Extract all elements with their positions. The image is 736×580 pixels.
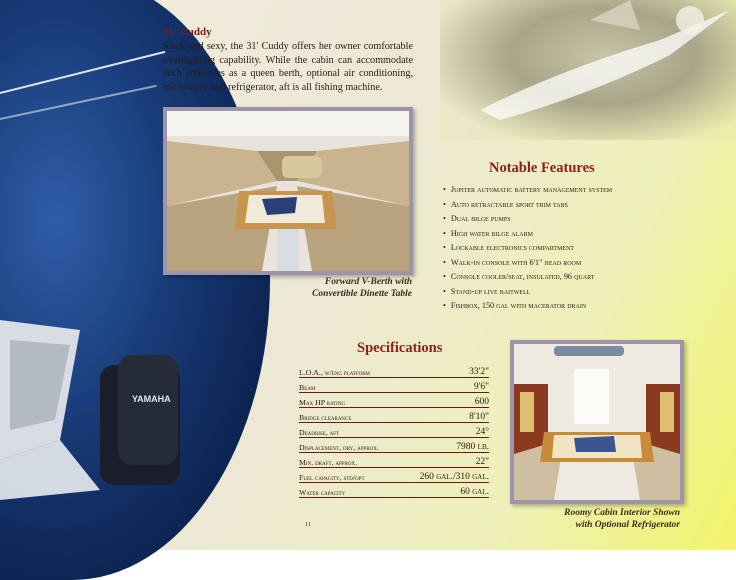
spec-value: 60 gal. bbox=[460, 487, 489, 497]
spec-value: 33'2" bbox=[469, 367, 489, 377]
feature-item: • Auto retractable sport trim tabs bbox=[443, 198, 703, 213]
spec-label: Min. draft, approx. bbox=[299, 458, 358, 467]
intro-body: Sleek and sexy, the 31' Cuddy offers her owner comfortable overnighting capability. While the cabin can accommodate such amenities as a queen berth, optional air conditioning, microwave and refrigerator, aft is all fishing machine. bbox=[163, 41, 413, 93]
cabin-caption bbox=[500, 507, 680, 531]
boat-engines-photo bbox=[0, 320, 200, 500]
spec-value: 7980 lb. bbox=[456, 442, 489, 452]
spec-label: Displacement, dry, approx. bbox=[299, 443, 379, 452]
spec-row bbox=[299, 453, 489, 468]
spec-row bbox=[299, 483, 489, 498]
spec-value: 8'10" bbox=[469, 412, 489, 422]
spec-label: Max HP rating bbox=[299, 398, 346, 407]
spec-label: Deadrise, aft bbox=[299, 428, 340, 437]
spec-row bbox=[299, 378, 489, 393]
spec-label: Beam bbox=[299, 383, 316, 392]
spec-label: Water capacity bbox=[299, 488, 346, 497]
model-title: 31' Cuddy bbox=[163, 26, 212, 38]
spec-row bbox=[299, 423, 489, 438]
feature-item: • Lockable electronics compartment bbox=[443, 241, 703, 256]
feature-item: • Fishbox, 150 gal with macerator drain bbox=[443, 299, 703, 314]
specifications-table bbox=[299, 340, 489, 498]
vberth-caption-line2: Convertible Dinette Table bbox=[312, 289, 412, 299]
spec-row bbox=[299, 408, 489, 423]
spec-label: Fuel capacity, std/opt bbox=[299, 473, 365, 482]
marlin-photo bbox=[440, 0, 736, 140]
cabin-caption-line1: Roomy Cabin Interior Shown bbox=[564, 508, 680, 518]
spec-row bbox=[299, 438, 489, 453]
spec-value: 24° bbox=[475, 427, 489, 437]
spec-row bbox=[299, 393, 489, 408]
feature-item: • High water bilge alarm bbox=[443, 227, 703, 242]
page-number: 11 bbox=[305, 522, 311, 528]
feature-item: • Walk-in console with 6'1" head room bbox=[443, 256, 703, 271]
cabin-photo bbox=[510, 340, 684, 504]
spec-value: 600 bbox=[474, 397, 489, 407]
spec-value: 22" bbox=[475, 457, 489, 467]
vberth-photo bbox=[163, 107, 413, 275]
engine-brand-label: YAMAHA bbox=[132, 394, 171, 404]
notable-features bbox=[443, 160, 703, 314]
feature-item: • Console cooler/seat, insulated, 96 quart bbox=[443, 270, 703, 285]
spec-row bbox=[299, 468, 489, 483]
spec-value: 260 gal./310 gal. bbox=[419, 472, 489, 482]
cabin-caption-line2: with Optional Refrigerator bbox=[575, 520, 680, 530]
spec-row bbox=[299, 363, 489, 378]
spec-label: Bridge clearance bbox=[299, 413, 352, 422]
spec-value: 9'6" bbox=[473, 382, 489, 392]
features-title: Notable Features bbox=[489, 160, 595, 176]
vberth-caption bbox=[240, 276, 412, 300]
intro-section bbox=[163, 26, 413, 94]
feature-item: • Jupiter automatic battery management system bbox=[443, 183, 703, 198]
spec-label: L.O.A., w/eng platform bbox=[299, 368, 370, 377]
vberth-caption-line1: Forward V-Berth with bbox=[324, 277, 412, 287]
specs-title: Specifications bbox=[357, 340, 443, 356]
feature-item: • Stand-up live baitwell bbox=[443, 285, 703, 300]
feature-item: • Dual bilge pumps bbox=[443, 212, 703, 227]
